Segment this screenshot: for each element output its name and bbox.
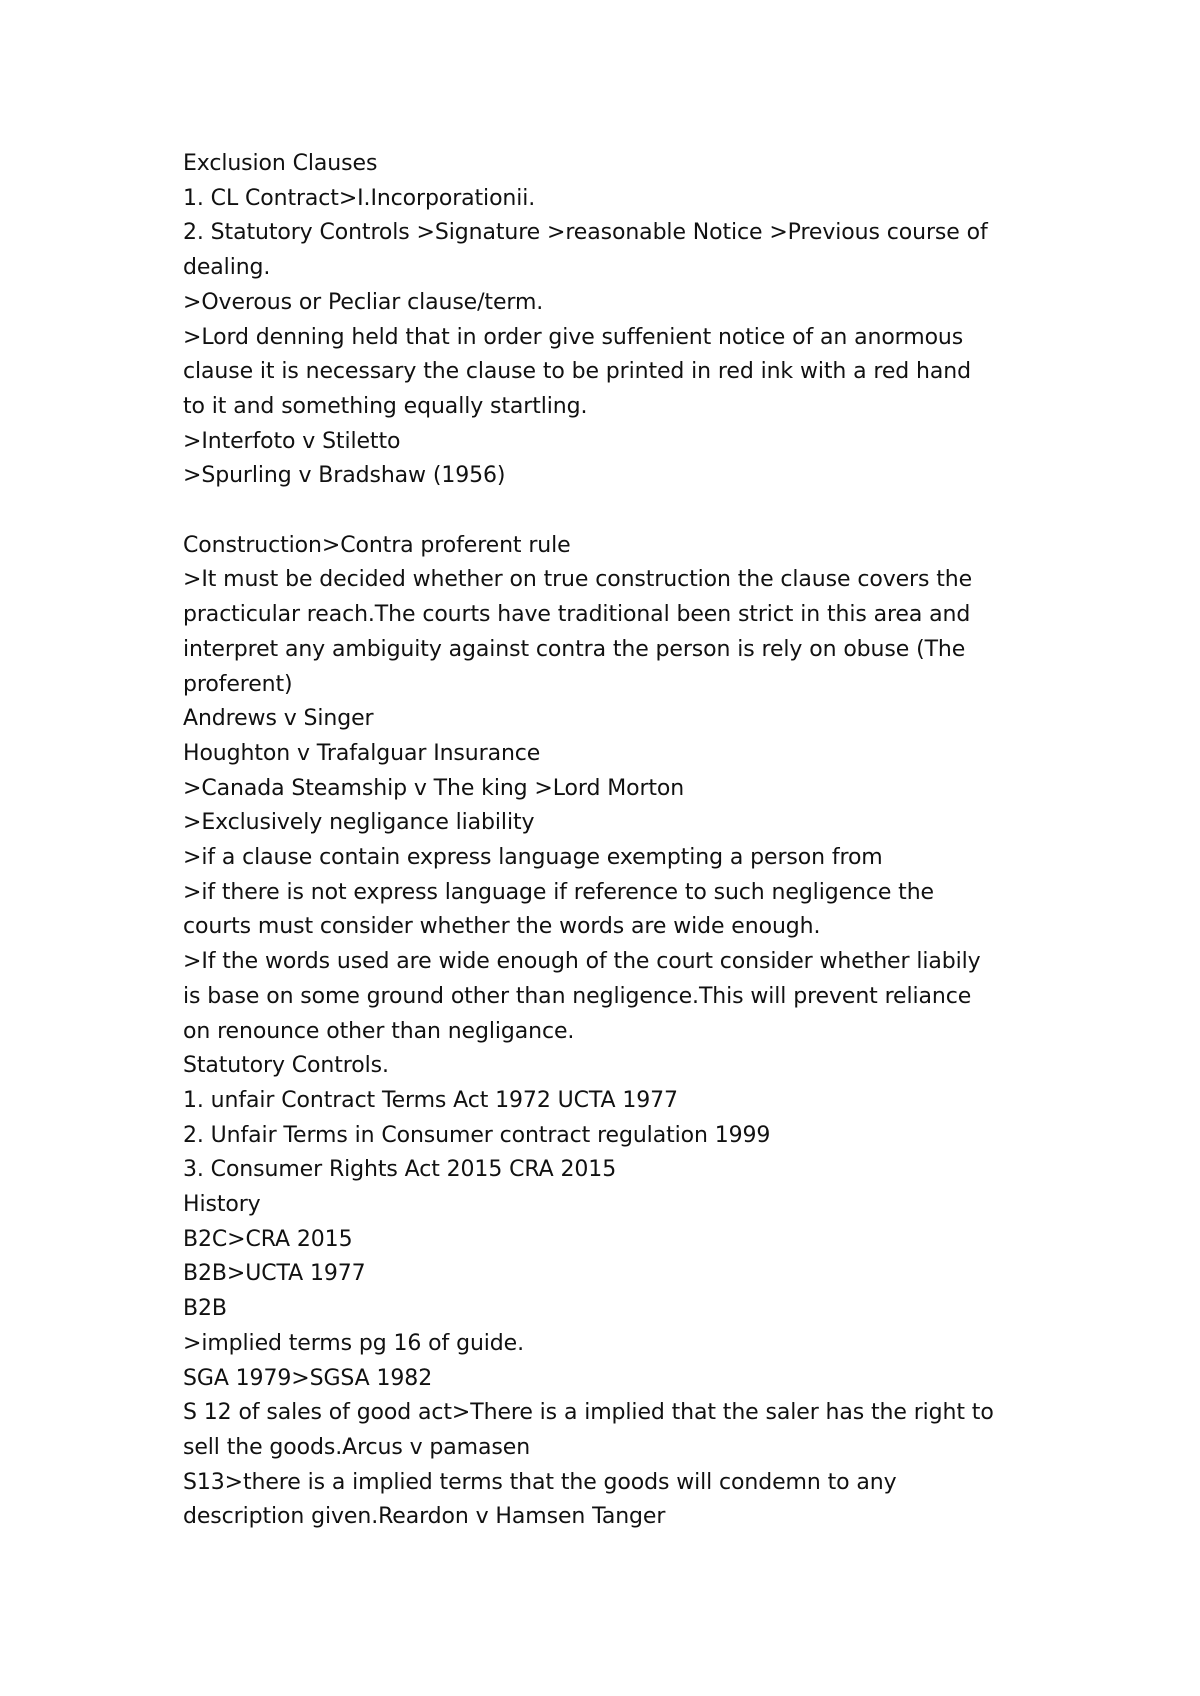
- text-line: practicular reach.The courts have traditional been strict in this area and: [183, 602, 971, 628]
- text-line: courts must consider whether the words are wide enough.: [183, 914, 821, 940]
- text-line: S13>there is a implied terms that the goods will condemn to any: [183, 1469, 897, 1495]
- text-line: >if there is not express language if reference to such negligence the: [183, 879, 934, 905]
- text-line: 3. Consumer Rights Act 2015 CRA 2015: [183, 1157, 617, 1183]
- text-line: is base on some ground other than negligence.This will prevent reliance: [183, 983, 972, 1009]
- text-line: >Overous or Pecliar clause/term.: [183, 289, 544, 315]
- document-title: Exclusion Clauses: [183, 151, 378, 176]
- text-line: sell the goods.Arcus v pamasen: [183, 1435, 531, 1460]
- text-line: B2C>CRA 2015: [183, 1226, 353, 1252]
- text-line: description given.Reardon v Hamsen Tanger: [183, 1504, 666, 1530]
- text-line: proferent): [183, 671, 293, 697]
- text-line: B2B>UCTA 1977: [183, 1261, 366, 1287]
- text-line: >if a clause contain express language exempting a person from: [183, 845, 883, 871]
- text-line: 2. Unfair Terms in Consumer contract regulation 1999: [183, 1122, 771, 1148]
- text-line: to it and something equally startling.: [183, 393, 588, 419]
- text-line: >Lord denning held that in order give suffenient notice of an anormous: [183, 324, 964, 350]
- section-heading: History: [183, 1192, 261, 1218]
- text-line: >Interfoto v Stiletto: [183, 428, 401, 454]
- text-line: interpret any ambiguity against contra the person is rely on obuse (The: [183, 636, 966, 662]
- document-body: [183, 147, 1043, 1535]
- text-line: S 12 of sales of good act>There is a implied that the saler has the right to: [183, 1400, 994, 1426]
- text-line: >Exclusively negligance liability: [183, 810, 535, 836]
- section-heading: Construction>Contra proferent rule: [183, 532, 571, 558]
- text-line: clause it is necessary the clause to be printed in red ink with a red hand: [183, 359, 971, 385]
- text-line: 1. CL Contract>I.Incorporationii.: [183, 185, 536, 211]
- text-line: dealing.: [183, 255, 271, 281]
- text-line: SGA 1979>SGSA 1982: [183, 1365, 433, 1391]
- text-line: >Canada Steamship v The king >Lord Morton: [183, 775, 685, 801]
- text-line: B2B: [183, 1296, 227, 1322]
- text-line: >It must be decided whether on true construction the clause covers the: [183, 567, 973, 593]
- section-heading: Statutory Controls.: [183, 1053, 389, 1079]
- text-line: 2. Statutory Controls >Signature >reasonable Notice >Previous course of: [183, 220, 988, 246]
- text-line: >Spurling v Bradshaw (1956): [183, 463, 506, 489]
- text-line: Houghton v Trafalguar Insurance: [183, 740, 541, 766]
- blank-line: [183, 494, 1043, 529]
- text-line: >implied terms pg 16 of guide.: [183, 1330, 524, 1356]
- text-line: Andrews v Singer: [183, 706, 374, 732]
- text-line: on renounce other than negligance.: [183, 1018, 575, 1044]
- text-line: >If the words used are wide enough of the court consider whether liabily: [183, 949, 981, 975]
- text-line: 1. unfair Contract Terms Act 1972 UCTA 1977: [183, 1087, 678, 1113]
